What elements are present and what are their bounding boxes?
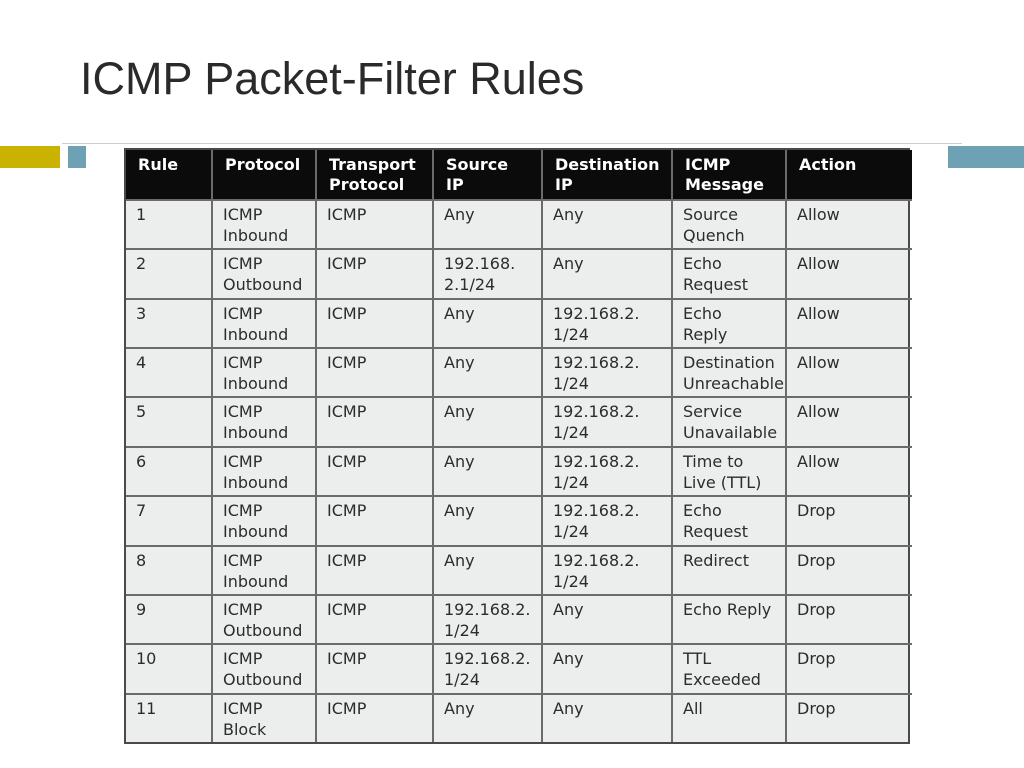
cell-icmp-message: Source Quench xyxy=(672,200,786,249)
header-protocol: Protocol xyxy=(212,150,316,200)
table-row xyxy=(126,299,912,348)
cell-rule: 11 xyxy=(126,694,212,742)
cell-transport-protocol: ICMP xyxy=(316,249,433,298)
cell-destination-ip: 192.168.2. 1/24 xyxy=(542,447,672,496)
cell-protocol: ICMP Inbound xyxy=(212,546,316,595)
cell-icmp-message: Service Unavailable xyxy=(672,397,786,446)
cell-destination-ip: 192.168.2. 1/24 xyxy=(542,546,672,595)
decor-gold-bar xyxy=(0,146,60,168)
cell-rule: 1 xyxy=(126,200,212,249)
table-row xyxy=(126,200,912,249)
cell-icmp-message: Echo Request xyxy=(672,249,786,298)
cell-rule: 3 xyxy=(126,299,212,348)
cell-transport-protocol: ICMP xyxy=(316,299,433,348)
cell-protocol: ICMP Inbound xyxy=(212,496,316,545)
cell-protocol: ICMP Block xyxy=(212,694,316,742)
cell-source-ip: 192.168. 2.1/24 xyxy=(433,249,542,298)
cell-rule: 9 xyxy=(126,595,212,644)
cell-action: Allow xyxy=(786,348,912,397)
table-row xyxy=(126,644,912,693)
cell-protocol: ICMP Outbound xyxy=(212,249,316,298)
cell-action: Drop xyxy=(786,496,912,545)
cell-destination-ip: Any xyxy=(542,249,672,298)
cell-destination-ip: 192.168.2. 1/24 xyxy=(542,348,672,397)
title-divider xyxy=(62,143,962,144)
cell-rule: 10 xyxy=(126,644,212,693)
cell-source-ip: Any xyxy=(433,447,542,496)
cell-action: Drop xyxy=(786,595,912,644)
header-destination-ip: Destination IP xyxy=(542,150,672,200)
cell-rule: 2 xyxy=(126,249,212,298)
cell-transport-protocol: ICMP xyxy=(316,595,433,644)
table-row xyxy=(126,595,912,644)
cell-rule: 8 xyxy=(126,546,212,595)
cell-source-ip: 192.168.2. 1/24 xyxy=(433,595,542,644)
cell-destination-ip: Any xyxy=(542,694,672,742)
cell-action: Allow xyxy=(786,447,912,496)
cell-transport-protocol: ICMP xyxy=(316,546,433,595)
table-row xyxy=(126,694,912,742)
cell-protocol: ICMP Inbound xyxy=(212,200,316,249)
table-header-row xyxy=(126,150,912,200)
cell-source-ip: Any xyxy=(433,397,542,446)
cell-action: Allow xyxy=(786,200,912,249)
table-body xyxy=(126,200,912,742)
table-row xyxy=(126,348,912,397)
cell-destination-ip: 192.168.2. 1/24 xyxy=(542,496,672,545)
cell-protocol: ICMP Inbound xyxy=(212,348,316,397)
cell-transport-protocol: ICMP xyxy=(316,447,433,496)
cell-protocol: ICMP Inbound xyxy=(212,299,316,348)
cell-action: Drop xyxy=(786,694,912,742)
cell-transport-protocol: ICMP xyxy=(316,348,433,397)
cell-rule: 6 xyxy=(126,447,212,496)
cell-action: Allow xyxy=(786,249,912,298)
table-row xyxy=(126,546,912,595)
cell-action: Drop xyxy=(786,546,912,595)
header-transport-protocol: Transport Protocol xyxy=(316,150,433,200)
cell-icmp-message: All xyxy=(672,694,786,742)
cell-transport-protocol: ICMP xyxy=(316,397,433,446)
cell-icmp-message: Echo Reply xyxy=(672,299,786,348)
header-action: Action xyxy=(786,150,912,200)
cell-protocol: ICMP Inbound xyxy=(212,447,316,496)
cell-icmp-message: Echo Reply xyxy=(672,595,786,644)
cell-protocol: ICMP Inbound xyxy=(212,397,316,446)
table-row xyxy=(126,447,912,496)
cell-icmp-message: Destination Unreachable xyxy=(672,348,786,397)
cell-destination-ip: 192.168.2. 1/24 xyxy=(542,299,672,348)
cell-rule: 7 xyxy=(126,496,212,545)
cell-source-ip: Any xyxy=(433,348,542,397)
header-source-ip: Source IP xyxy=(433,150,542,200)
cell-destination-ip: Any xyxy=(542,200,672,249)
cell-source-ip: Any xyxy=(433,496,542,545)
cell-source-ip: Any xyxy=(433,694,542,742)
rules-table xyxy=(126,150,912,742)
cell-icmp-message: TTL Exceeded xyxy=(672,644,786,693)
cell-transport-protocol: ICMP xyxy=(316,200,433,249)
cell-protocol: ICMP Outbound xyxy=(212,644,316,693)
cell-icmp-message: Echo Request xyxy=(672,496,786,545)
cell-transport-protocol: ICMP xyxy=(316,644,433,693)
decor-blue-bar xyxy=(948,146,1024,168)
cell-source-ip: Any xyxy=(433,299,542,348)
cell-destination-ip: Any xyxy=(542,644,672,693)
cell-source-ip: 192.168.2. 1/24 xyxy=(433,644,542,693)
table-row xyxy=(126,496,912,545)
header-rule: Rule xyxy=(126,150,212,200)
cell-source-ip: Any xyxy=(433,200,542,249)
cell-action: Drop xyxy=(786,644,912,693)
decor-blue-square xyxy=(68,146,86,168)
cell-action: Allow xyxy=(786,397,912,446)
cell-transport-protocol: ICMP xyxy=(316,694,433,742)
header-icmp-message: ICMP Message xyxy=(672,150,786,200)
cell-destination-ip: 192.168.2. 1/24 xyxy=(542,397,672,446)
cell-transport-protocol: ICMP xyxy=(316,496,433,545)
cell-action: Allow xyxy=(786,299,912,348)
slide-title: ICMP Packet-Filter Rules xyxy=(80,53,585,104)
cell-icmp-message: Time to Live (TTL) xyxy=(672,447,786,496)
table-row xyxy=(126,249,912,298)
rules-table-container xyxy=(124,148,910,744)
cell-rule: 4 xyxy=(126,348,212,397)
table-row xyxy=(126,397,912,446)
cell-source-ip: Any xyxy=(433,546,542,595)
cell-destination-ip: Any xyxy=(542,595,672,644)
cell-rule: 5 xyxy=(126,397,212,446)
cell-icmp-message: Redirect xyxy=(672,546,786,595)
cell-protocol: ICMP Outbound xyxy=(212,595,316,644)
